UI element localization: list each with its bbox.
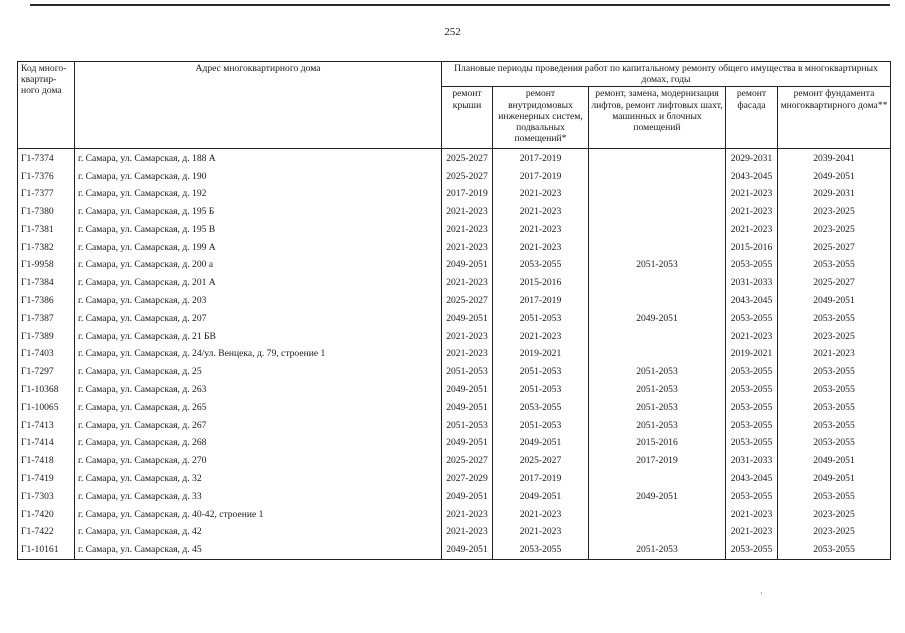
cell-systems: 2051-2053 (493, 310, 589, 328)
cell-systems: 2021-2023 (493, 523, 589, 541)
table-row (18, 167, 891, 185)
cell-address: г. Самара, ул. Самарская, д. 195 Б (75, 203, 442, 221)
cell-foundation: 2053-2055 (778, 310, 891, 328)
cell-address: г. Самара, ул. Самарская, д. 199 А (75, 238, 442, 256)
cell-elevators: 2017-2019 (589, 452, 726, 470)
header-code: Код много-квартир-ного дома (18, 62, 75, 149)
cell-facade: 2029-2031 (726, 149, 778, 167)
cell-code: Г1-7382 (18, 238, 75, 256)
cell-roof: 2021-2023 (442, 274, 493, 292)
cell-facade: 2053-2055 (726, 434, 778, 452)
cell-roof: 2049-2051 (442, 256, 493, 274)
cell-systems: 2017-2019 (493, 149, 589, 167)
cell-address: г. Самара, ул. Самарская, д. 42 (75, 523, 442, 541)
cell-code: Г1-9958 (18, 256, 75, 274)
cell-address: г. Самара, ул. Самарская, д. 33 (75, 488, 442, 506)
cell-systems: 2053-2055 (493, 541, 589, 559)
cell-facade: 2043-2045 (726, 470, 778, 488)
cell-elevators (589, 327, 726, 345)
table-row (18, 488, 891, 506)
header-roof: ремонт крыши (442, 87, 493, 149)
cell-address: г. Самара, ул. Самарская, д. 40-42, строение 1 (75, 505, 442, 523)
cell-roof: 2021-2023 (442, 523, 493, 541)
table-row (18, 185, 891, 203)
cell-code: Г1-10065 (18, 399, 75, 417)
cell-facade: 2021-2023 (726, 203, 778, 221)
table-row (18, 292, 891, 310)
cell-address: г. Самара, ул. Самарская, д. 200 а (75, 256, 442, 274)
cell-systems: 2017-2019 (493, 292, 589, 310)
cell-roof: 2017-2019 (442, 185, 493, 203)
cell-systems: 2049-2051 (493, 488, 589, 506)
table-row (18, 149, 891, 167)
cell-code: Г1-7418 (18, 452, 75, 470)
cell-foundation: 2029-2031 (778, 185, 891, 203)
cell-roof: 2021-2023 (442, 238, 493, 256)
cell-foundation: 2053-2055 (778, 416, 891, 434)
table-row (18, 523, 891, 541)
cell-code: Г1-7420 (18, 505, 75, 523)
cell-address: г. Самара, ул. Самарская, д. 267 (75, 416, 442, 434)
cell-code: Г1-7377 (18, 185, 75, 203)
table-row (18, 381, 891, 399)
cell-foundation: 2021-2023 (778, 345, 891, 363)
cell-code: Г1-7422 (18, 523, 75, 541)
cell-foundation: 2039-2041 (778, 149, 891, 167)
cell-roof: 2049-2051 (442, 488, 493, 506)
cell-roof: 2049-2051 (442, 381, 493, 399)
cell-systems: 2021-2023 (493, 185, 589, 203)
cell-facade: 2015-2016 (726, 238, 778, 256)
cell-systems: 2049-2051 (493, 434, 589, 452)
header-elevators: ремонт, замена, модернизация лифтов, ремонт лифтовых шахт, машинных и блочных помещений (589, 87, 726, 149)
cell-code: Г1-7303 (18, 488, 75, 506)
cell-elevators: 2051-2053 (589, 541, 726, 559)
cell-elevators (589, 221, 726, 239)
table-row (18, 399, 891, 417)
cell-systems: 2021-2023 (493, 505, 589, 523)
cell-code: Г1-7413 (18, 416, 75, 434)
cell-roof: 2025-2027 (442, 452, 493, 470)
table-row (18, 541, 891, 559)
cell-foundation: 2053-2055 (778, 488, 891, 506)
cell-facade: 2053-2055 (726, 488, 778, 506)
table-row (18, 345, 891, 363)
cell-roof: 2049-2051 (442, 541, 493, 559)
cell-foundation: 2053-2055 (778, 381, 891, 399)
cell-code: Г1-7374 (18, 149, 75, 167)
cell-address: г. Самара, ул. Самарская, д. 192 (75, 185, 442, 203)
cell-elevators (589, 523, 726, 541)
cell-systems: 2021-2023 (493, 203, 589, 221)
cell-systems: 2051-2053 (493, 363, 589, 381)
cell-address: г. Самара, ул. Самарская, д. 45 (75, 541, 442, 559)
table-row (18, 327, 891, 345)
cell-address: г. Самара, ул. Самарская, д. 24/ул. Венцека, д. 79, строение 1 (75, 345, 442, 363)
cell-foundation: 2023-2025 (778, 523, 891, 541)
cell-code: Г1-7387 (18, 310, 75, 328)
cell-elevators: 2049-2051 (589, 488, 726, 506)
cell-facade: 2053-2055 (726, 416, 778, 434)
cell-address: г. Самара, ул. Самарская, д. 203 (75, 292, 442, 310)
cell-code: Г1-7384 (18, 274, 75, 292)
cell-elevators: 2051-2053 (589, 399, 726, 417)
cell-elevators (589, 505, 726, 523)
header-periods-group: Плановые периоды проведения работ по капитальному ремонту общего имущества в многоквартирных домах, годы (442, 62, 891, 87)
cell-foundation: 2053-2055 (778, 399, 891, 417)
table-body (18, 149, 891, 559)
cell-code: Г1-10368 (18, 381, 75, 399)
cell-address: г. Самара, ул. Самарская, д. 25 (75, 363, 442, 381)
cell-address: г. Самара, ул. Самарская, д. 195 В (75, 221, 442, 239)
cell-roof: 2049-2051 (442, 399, 493, 417)
cell-facade: 2019-2021 (726, 345, 778, 363)
table-row (18, 416, 891, 434)
table-row (18, 434, 891, 452)
cell-foundation: 2023-2025 (778, 221, 891, 239)
cell-systems: 2017-2019 (493, 167, 589, 185)
cell-foundation: 2053-2055 (778, 256, 891, 274)
table-row (18, 452, 891, 470)
table-row (18, 310, 891, 328)
cell-foundation: 2049-2051 (778, 470, 891, 488)
cell-code: Г1-7380 (18, 203, 75, 221)
cell-roof: 2021-2023 (442, 345, 493, 363)
cell-roof: 2021-2023 (442, 327, 493, 345)
cell-foundation: 2053-2055 (778, 434, 891, 452)
cell-roof: 2021-2023 (442, 221, 493, 239)
table-row (18, 470, 891, 488)
cell-foundation: 2023-2025 (778, 505, 891, 523)
cell-elevators: 2051-2053 (589, 416, 726, 434)
cell-code: Г1-7419 (18, 470, 75, 488)
cell-roof: 2051-2053 (442, 416, 493, 434)
cell-foundation: 2053-2055 (778, 541, 891, 559)
cell-elevators (589, 185, 726, 203)
cell-roof: 2025-2027 (442, 292, 493, 310)
table-row (18, 363, 891, 381)
cell-roof: 2027-2029 (442, 470, 493, 488)
cell-elevators: 2015-2016 (589, 434, 726, 452)
cell-address: г. Самара, ул. Самарская, д. 21 БВ (75, 327, 442, 345)
cell-elevators: 2049-2051 (589, 310, 726, 328)
cell-code: Г1-7386 (18, 292, 75, 310)
table-row (18, 221, 891, 239)
cell-facade: 2021-2023 (726, 185, 778, 203)
cell-code: Г1-7414 (18, 434, 75, 452)
cell-address: г. Самара, ул. Самарская, д. 190 (75, 167, 442, 185)
cell-roof: 2025-2027 (442, 149, 493, 167)
cell-foundation: 2023-2025 (778, 327, 891, 345)
cell-roof: 2021-2023 (442, 203, 493, 221)
cell-elevators (589, 238, 726, 256)
cell-code: Г1-10161 (18, 541, 75, 559)
cell-facade: 2043-2045 (726, 292, 778, 310)
cell-systems: 2019-2021 (493, 345, 589, 363)
cell-foundation: 2025-2027 (778, 274, 891, 292)
cell-code: Г1-7381 (18, 221, 75, 239)
cell-elevators (589, 470, 726, 488)
cell-foundation: 2049-2051 (778, 452, 891, 470)
cell-roof: 2021-2023 (442, 505, 493, 523)
cell-foundation: 2025-2027 (778, 238, 891, 256)
cell-address: г. Самара, ул. Самарская, д. 188 А (75, 149, 442, 167)
cell-facade: 2053-2055 (726, 363, 778, 381)
header-foundation: ремонт фундамента многоквартирного дома** (778, 87, 891, 149)
cell-elevators: 2051-2053 (589, 381, 726, 399)
cell-address: г. Самара, ул. Самарская, д. 207 (75, 310, 442, 328)
cell-roof: 2051-2053 (442, 363, 493, 381)
cell-foundation: 2053-2055 (778, 363, 891, 381)
cell-facade: 2031-2033 (726, 452, 778, 470)
cell-systems: 2051-2053 (493, 416, 589, 434)
cell-facade: 2053-2055 (726, 381, 778, 399)
cell-systems: 2021-2023 (493, 221, 589, 239)
cell-systems: 2053-2055 (493, 256, 589, 274)
cell-foundation: 2049-2051 (778, 292, 891, 310)
cell-systems: 2021-2023 (493, 238, 589, 256)
cell-facade: 2021-2023 (726, 523, 778, 541)
cell-code: Г1-7403 (18, 345, 75, 363)
cell-facade: 2053-2055 (726, 399, 778, 417)
capital-repair-table (17, 61, 891, 560)
cell-systems: 2017-2019 (493, 470, 589, 488)
cell-elevators: 2051-2053 (589, 256, 726, 274)
cell-roof: 2025-2027 (442, 167, 493, 185)
cell-systems: 2021-2023 (493, 327, 589, 345)
cell-elevators (589, 167, 726, 185)
cell-facade: 2021-2023 (726, 505, 778, 523)
cell-elevators: 2051-2053 (589, 363, 726, 381)
cell-facade: 2053-2055 (726, 541, 778, 559)
cell-systems: 2053-2055 (493, 399, 589, 417)
cell-address: г. Самара, ул. Самарская, д. 263 (75, 381, 442, 399)
table-row (18, 203, 891, 221)
cell-roof: 2049-2051 (442, 310, 493, 328)
cell-facade: 2031-2033 (726, 274, 778, 292)
top-rule (30, 4, 890, 6)
footer-mark: · (760, 588, 763, 598)
header-systems: ремонт внутридомовых инженерных систем, подвальных помещений* (493, 87, 589, 149)
page-number: 252 (444, 26, 461, 38)
table-row (18, 238, 891, 256)
cell-elevators (589, 149, 726, 167)
table-row (18, 505, 891, 523)
header-facade: ремонт фасада (726, 87, 778, 149)
cell-elevators (589, 292, 726, 310)
cell-systems: 2015-2016 (493, 274, 589, 292)
table-row (18, 274, 891, 292)
header-address: Адрес многоквартирного дома (75, 62, 442, 149)
cell-address: г. Самара, ул. Самарская, д. 270 (75, 452, 442, 470)
cell-elevators (589, 203, 726, 221)
cell-address: г. Самара, ул. Самарская, д. 268 (75, 434, 442, 452)
cell-facade: 2053-2055 (726, 310, 778, 328)
cell-facade: 2053-2055 (726, 256, 778, 274)
cell-systems: 2051-2053 (493, 381, 589, 399)
cell-elevators (589, 345, 726, 363)
table-row (18, 256, 891, 274)
cell-facade: 2043-2045 (726, 167, 778, 185)
cell-address: г. Самара, ул. Самарская, д. 265 (75, 399, 442, 417)
cell-address: г. Самара, ул. Самарская, д. 201 А (75, 274, 442, 292)
cell-code: Г1-7389 (18, 327, 75, 345)
cell-facade: 2021-2023 (726, 221, 778, 239)
cell-foundation: 2023-2025 (778, 203, 891, 221)
cell-code: Г1-7376 (18, 167, 75, 185)
cell-foundation: 2049-2051 (778, 167, 891, 185)
cell-elevators (589, 274, 726, 292)
cell-address: г. Самара, ул. Самарская, д. 32 (75, 470, 442, 488)
cell-roof: 2049-2051 (442, 434, 493, 452)
cell-facade: 2021-2023 (726, 327, 778, 345)
cell-systems: 2025-2027 (493, 452, 589, 470)
cell-code: Г1-7297 (18, 363, 75, 381)
